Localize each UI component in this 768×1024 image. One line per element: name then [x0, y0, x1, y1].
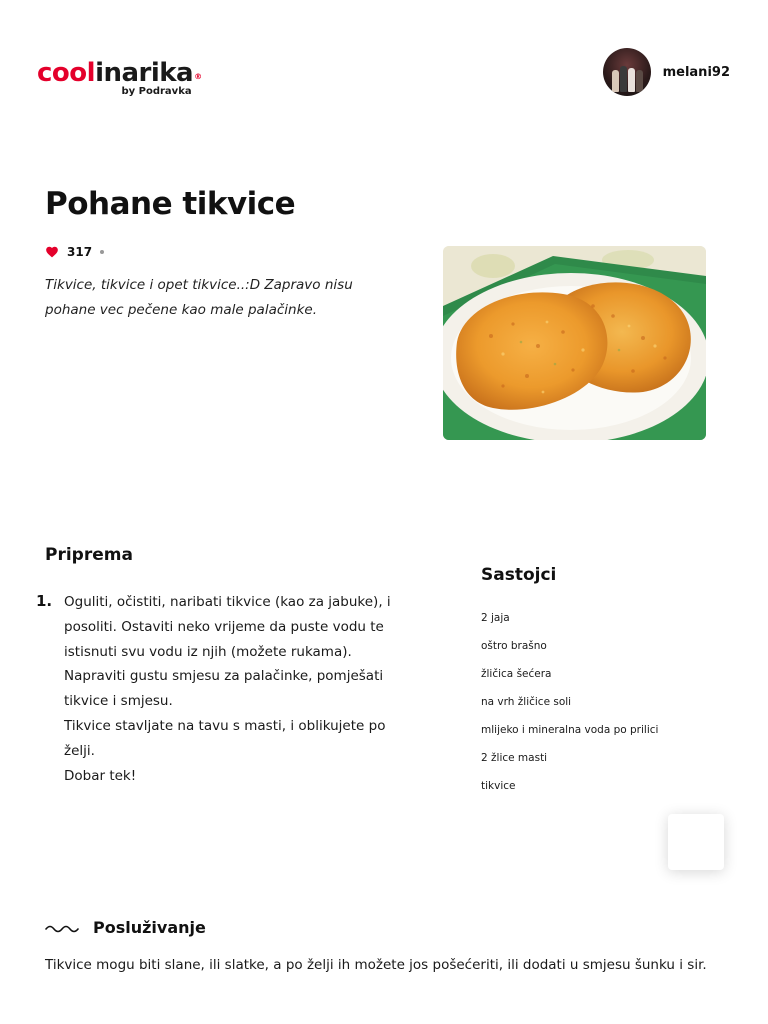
list-item: žličica šećera — [481, 668, 552, 680]
logo-wordmark — [37, 58, 202, 88]
list-item: 2 jaja — [481, 612, 510, 624]
preparation-heading: Priprema — [45, 545, 133, 565]
avatar[interactable] — [603, 48, 651, 96]
coolinarika-logo[interactable] — [37, 58, 202, 97]
heart-icon[interactable] — [45, 245, 59, 259]
step-line: Dobar tek! — [64, 767, 137, 784]
list-item: 2 žlice masti — [481, 752, 548, 764]
serving-heading: Posluživanje — [93, 918, 206, 937]
ingredients-list — [481, 604, 658, 800]
recipe-meta — [45, 245, 104, 259]
recipe-description: Tikvice, tikvice i opet tikvice..:D Zapravo nisu pohane vec pečene kao male palačinke. — [45, 277, 353, 318]
list-item: na vrh žličice soli — [481, 696, 572, 708]
serving-header — [45, 918, 206, 937]
step-line: Napraviti gustu smjesu za palačinke, pomješati tikvice i smjesu. — [64, 668, 384, 710]
recipe-photo[interactable] — [443, 246, 706, 440]
recipe-photo-illustration — [443, 246, 706, 440]
serving-text: Tikvice mogu biti slane, ili slatke, a po želji ih možete jos pošećeriti, ili dodati u smjesu šunku i sir. — [45, 957, 707, 973]
list-item: mlijeko i mineralna voda po prilici — [481, 724, 659, 736]
floating-action-card[interactable] — [668, 814, 724, 870]
ingredients-heading: Sastojci — [481, 565, 557, 585]
author-username[interactable]: melani92 — [662, 64, 730, 80]
step-line: Tikvice stavljate na tavu s masti, i oblikujete po želji. — [64, 717, 386, 759]
list-item: tikvice — [481, 780, 516, 792]
meta-separator — [100, 250, 104, 254]
step-text — [64, 590, 404, 788]
logo-part-red: cool — [37, 58, 96, 88]
list-item: oštro brašno — [481, 640, 547, 652]
page-title: Pohane tikvice — [45, 186, 296, 222]
logo-part-dark: inarika — [95, 58, 194, 88]
likes-count: 317 — [67, 245, 93, 259]
author-profile[interactable] — [603, 48, 730, 96]
wave-icon — [45, 922, 81, 934]
logo-registered-mark: ® — [194, 72, 202, 81]
step-number: 1. — [36, 592, 53, 610]
logo-tagline: by Podravka — [121, 86, 192, 97]
step-line: Oguliti, očistiti, naribati tikvice (kao za jabuke), i posoliti. Ostaviti neko vrijeme da puste vodu te istisnuti svu vodu iz njih (možete rukama). — [64, 594, 391, 660]
